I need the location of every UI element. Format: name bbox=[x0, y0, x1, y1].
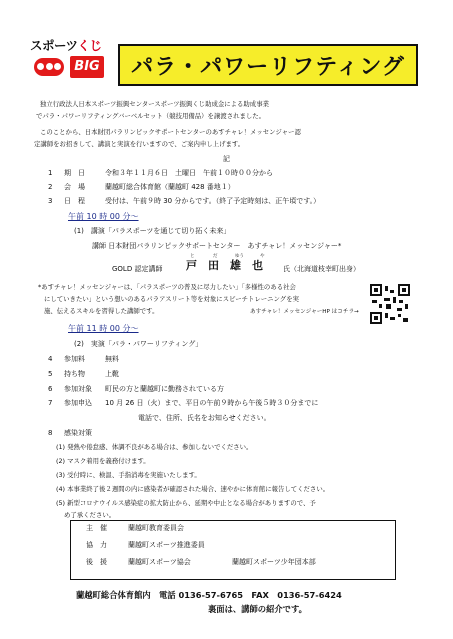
item-4-label: 参加料 bbox=[64, 355, 85, 363]
lecturer-name: 戸 田 雄 也 bbox=[186, 259, 263, 272]
lecturer-honorific: 氏（北海道枝幸町出身） bbox=[283, 265, 360, 273]
item-4-no: 4 bbox=[48, 355, 53, 363]
covid-rule-1: (1) 発熱や倦怠感、体調不良がある場合は、参加しないでください。 bbox=[56, 443, 253, 451]
item-4-value: 無料 bbox=[105, 355, 119, 363]
session-1-time: 午前 10 時 00 分～ bbox=[68, 212, 139, 221]
sponsor-box bbox=[70, 520, 396, 580]
logo-wordmark: スポーツくじ bbox=[30, 38, 102, 53]
furigana-ya: や bbox=[260, 254, 265, 259]
covid-rule-5a: (5) 新型コロナウイルス感染症の拡大防止から、延期や中止となる場合がありますので、予 bbox=[56, 499, 316, 507]
item-1-no: 1 bbox=[48, 169, 53, 177]
session-2-title: (2) 実演「パラ・パワーリフティング」 bbox=[74, 340, 203, 348]
session-2-time: 午前 11 時 00 分～ bbox=[68, 324, 139, 333]
intro-line-3: このことから、日本財団パラリンピックサポートセンターのあすチャレ！メッセンジャー認 bbox=[40, 128, 301, 136]
host-label: 主 催 bbox=[86, 524, 107, 532]
intro-line-1: 独立行政法人日本スポーツ振興センタースポーツ振興くじ助成金による助成事業 bbox=[40, 100, 269, 108]
support-value-1: 蘭越町スポーツ協会 bbox=[128, 558, 191, 566]
intro-line-4: 定講師をお招きして、講演と実演を行いますので、ご案内申し上げます。 bbox=[34, 140, 245, 148]
item-2-value: 蘭越町総合体育館（蘭越町 428 番地１） bbox=[105, 183, 235, 191]
session-1-title: (1) 講演「パラスポーツを通じて切り拓く未来」 bbox=[74, 227, 231, 235]
lecturer-line: 講師 日本財団パラリンピックサポートセンター あすチャレ！メッセンジャー* bbox=[92, 242, 342, 250]
item-5-value: 上靴 bbox=[105, 370, 119, 378]
item-7-value-1: 10 月 26 日（火）まで、平日の午前９時から午後５時３０分までに bbox=[105, 399, 319, 407]
covid-rule-2: (2) マスク着用を義務付けます。 bbox=[56, 457, 150, 465]
gold-certified: GOLD 認定講師 bbox=[112, 265, 163, 273]
support-value-2: 蘭越町スポーツ少年団本部 bbox=[232, 558, 316, 566]
note-line-2: にしていきたい」という想いのあるパラアスリート等を対象にスピーチトレーニングを実 bbox=[44, 295, 299, 303]
item-8-label: 感染対策 bbox=[64, 429, 92, 437]
item-5-label: 持ち物 bbox=[64, 370, 85, 378]
support-label: 後 援 bbox=[86, 558, 107, 566]
item-2-label: 会 場 bbox=[64, 183, 85, 191]
toto-logo-icon bbox=[34, 58, 64, 76]
item-6-value: 町民の方と蘭越町に勤務されている方 bbox=[105, 385, 224, 393]
footer-reverse-note: 裏面は、講師の紹介です。 bbox=[208, 604, 307, 614]
item-6-label: 参加対象 bbox=[64, 385, 92, 393]
note-line-1: *あすチャレ！メッセンジャーは、「パラスポーツの普及に尽力したい」「多様性のある社会 bbox=[38, 283, 296, 291]
item-3-label: 日 程 bbox=[64, 197, 85, 205]
big-logo: BIG bbox=[70, 56, 104, 78]
footer-contact: 蘭越町総合体育館内 電話 0136-57-6765 FAX 0136-57-6424 bbox=[76, 590, 342, 600]
ki-heading: 記 bbox=[223, 155, 230, 163]
item-1-value: 令和３年１１月６日 土曜日 午前１０時００分から bbox=[105, 169, 273, 177]
note-line-3: 施、伝えるスキルを習得した講師です。 bbox=[44, 307, 159, 315]
item-6-no: 6 bbox=[48, 385, 53, 393]
item-2-no: 2 bbox=[48, 183, 53, 191]
title-banner bbox=[118, 44, 418, 86]
item-3-no: 3 bbox=[48, 197, 53, 205]
covid-rule-5b: め了承ください。 bbox=[64, 511, 116, 519]
intro-line-2: でパラ・パワーリフティングバーベルセット（競技用備品）を譲渡されました。 bbox=[36, 112, 266, 120]
host-value: 蘭越町教育委員会 bbox=[128, 524, 184, 532]
furigana-da: だ bbox=[213, 254, 218, 259]
covid-rule-3: (3) 受付時に、検温、手指消毒を実施いたします。 bbox=[56, 471, 201, 479]
furigana-to: と bbox=[190, 254, 195, 259]
logo-wordmark-red: くじ bbox=[77, 38, 102, 53]
item-7-value-2: 電話で、住所、氏名をお知らせください。 bbox=[138, 414, 271, 422]
item-5-no: 5 bbox=[48, 370, 53, 378]
coop-value: 蘭越町スポーツ推進委員 bbox=[128, 541, 205, 549]
coop-label: 協 力 bbox=[86, 541, 107, 549]
covid-rule-4: (4) 本事業終了後２週間の内に感染者が確認された場合、速やかに体育館に報告してください。 bbox=[56, 485, 330, 493]
item-8-no: 8 bbox=[48, 429, 53, 437]
item-7-label: 参加申込 bbox=[64, 399, 92, 407]
item-7-no: 7 bbox=[48, 399, 53, 407]
furigana-yu: ゆう bbox=[235, 254, 244, 259]
sports-kuji-logo bbox=[30, 36, 108, 86]
page-title: パラ・パワーリフティング bbox=[131, 55, 405, 80]
note-hp: あすチャレ！メッセンジャーHP はコチラ→ bbox=[250, 309, 359, 315]
qr-code-icon[interactable] bbox=[370, 284, 410, 324]
item-1-label: 期 日 bbox=[64, 169, 85, 177]
item-3-value: 受付は、午前９時 30 分からです。（終了予定時刻は、正午頃です。） bbox=[105, 197, 321, 205]
